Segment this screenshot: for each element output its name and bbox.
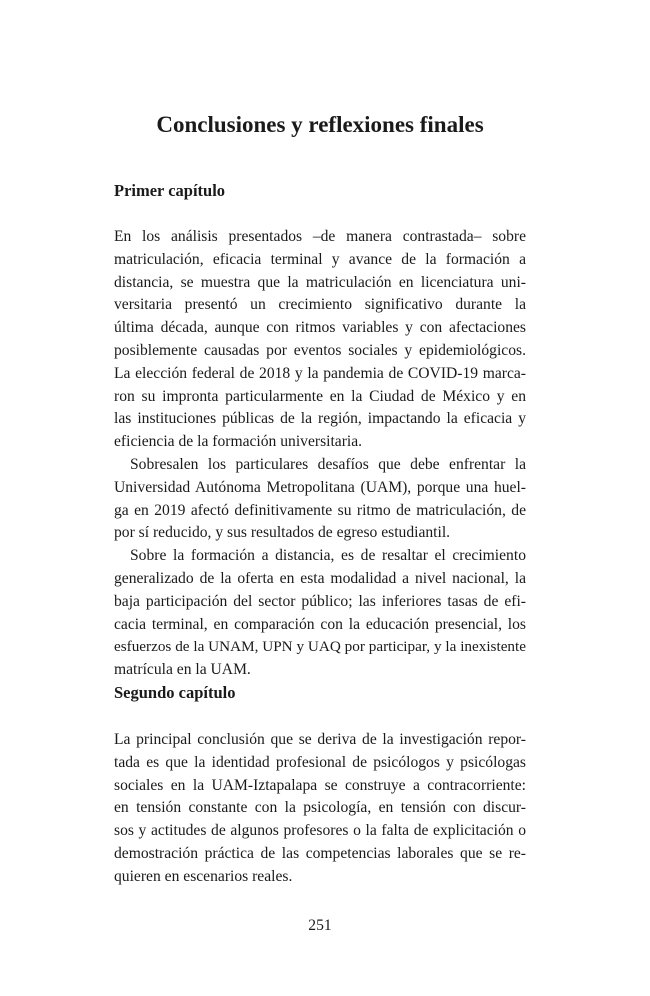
text-line: Universidad Autónoma Metropolitana (UAM), porque una huel- xyxy=(114,478,526,496)
text-line: En los análisis presentados –de manera contrastada– sobre xyxy=(114,228,526,245)
section-1-body xyxy=(114,226,526,682)
text-line: eficiencia de la formación universitaria. xyxy=(114,433,363,451)
chapter-title: Conclusiones y reflexiones finales xyxy=(156,112,484,137)
text-line: baja participación del sector público; las inferiores tasas de efi- xyxy=(114,592,526,610)
text-line: sociales en la UAM-Iztapalapa se construye a contracorriente: xyxy=(114,776,526,794)
text-line: Sobre la formación a distancia, es de resaltar el crecimiento xyxy=(130,547,526,565)
text-line: tada es que la identidad profesional de psicólogos y psicólogas xyxy=(114,753,526,771)
text-line: demostración práctica de las competencias laborales que se re- xyxy=(114,844,526,862)
text-line: posiblemente causadas por eventos sociales y epidemiológicos. xyxy=(114,341,526,359)
text-line: Sobresalen los particulares desafíos que debe enfrentar la xyxy=(130,455,526,473)
text-line: las instituciones públicas de la región, impactando la eficacia y xyxy=(114,410,526,428)
page-number: 251 xyxy=(308,917,332,934)
text-line: generalizado de la oferta en esta modalidad a nivel nacional, la xyxy=(114,569,526,587)
text-line: versitaria presentó un crecimiento significativo durante la xyxy=(114,296,526,314)
text-line: en tensión constante con la psicología, en tensión con discur- xyxy=(114,799,526,817)
text-line: matrícula en la UAM. xyxy=(114,661,251,679)
text-line: última década, aunque con ritmos variables y con afectaciones xyxy=(114,319,526,337)
text-line: La principal conclusión que se deriva de la investigación repor- xyxy=(114,731,526,748)
text-line: La elección federal de 2018 y la pandemia de COVID-19 marca- xyxy=(114,364,526,382)
section-heading-primer-capitulo: Primer capítulo xyxy=(114,181,226,200)
text-line: cacia terminal, en comparación con la educación presencial, los xyxy=(114,615,526,633)
text-line: sos y actitudes de algunos profesores o la falta de explicitación o xyxy=(114,822,526,840)
text-line: distancia, se muestra que la matriculación en licenciatura uni- xyxy=(114,273,526,291)
text-line: ron su impronta particularmente en la Ciudad de México y en xyxy=(114,387,526,405)
text-line: matriculación, eficacia terminal y avance de la formación a xyxy=(114,250,526,268)
text-line: esfuerzos de la UNAM, UPN y UAQ por participar, y la inexistente xyxy=(114,638,526,656)
text-line: ga en 2019 afectó definitivamente su ritmo de matriculación, de xyxy=(114,501,526,519)
text-line: quieren en escenarios reales. xyxy=(114,867,293,885)
section-2-body xyxy=(114,729,526,889)
section-heading-segundo-capitulo: Segundo capítulo xyxy=(114,683,236,702)
text-line: por sí reducido, y sus resultados de egreso estudiantil. xyxy=(114,524,451,542)
